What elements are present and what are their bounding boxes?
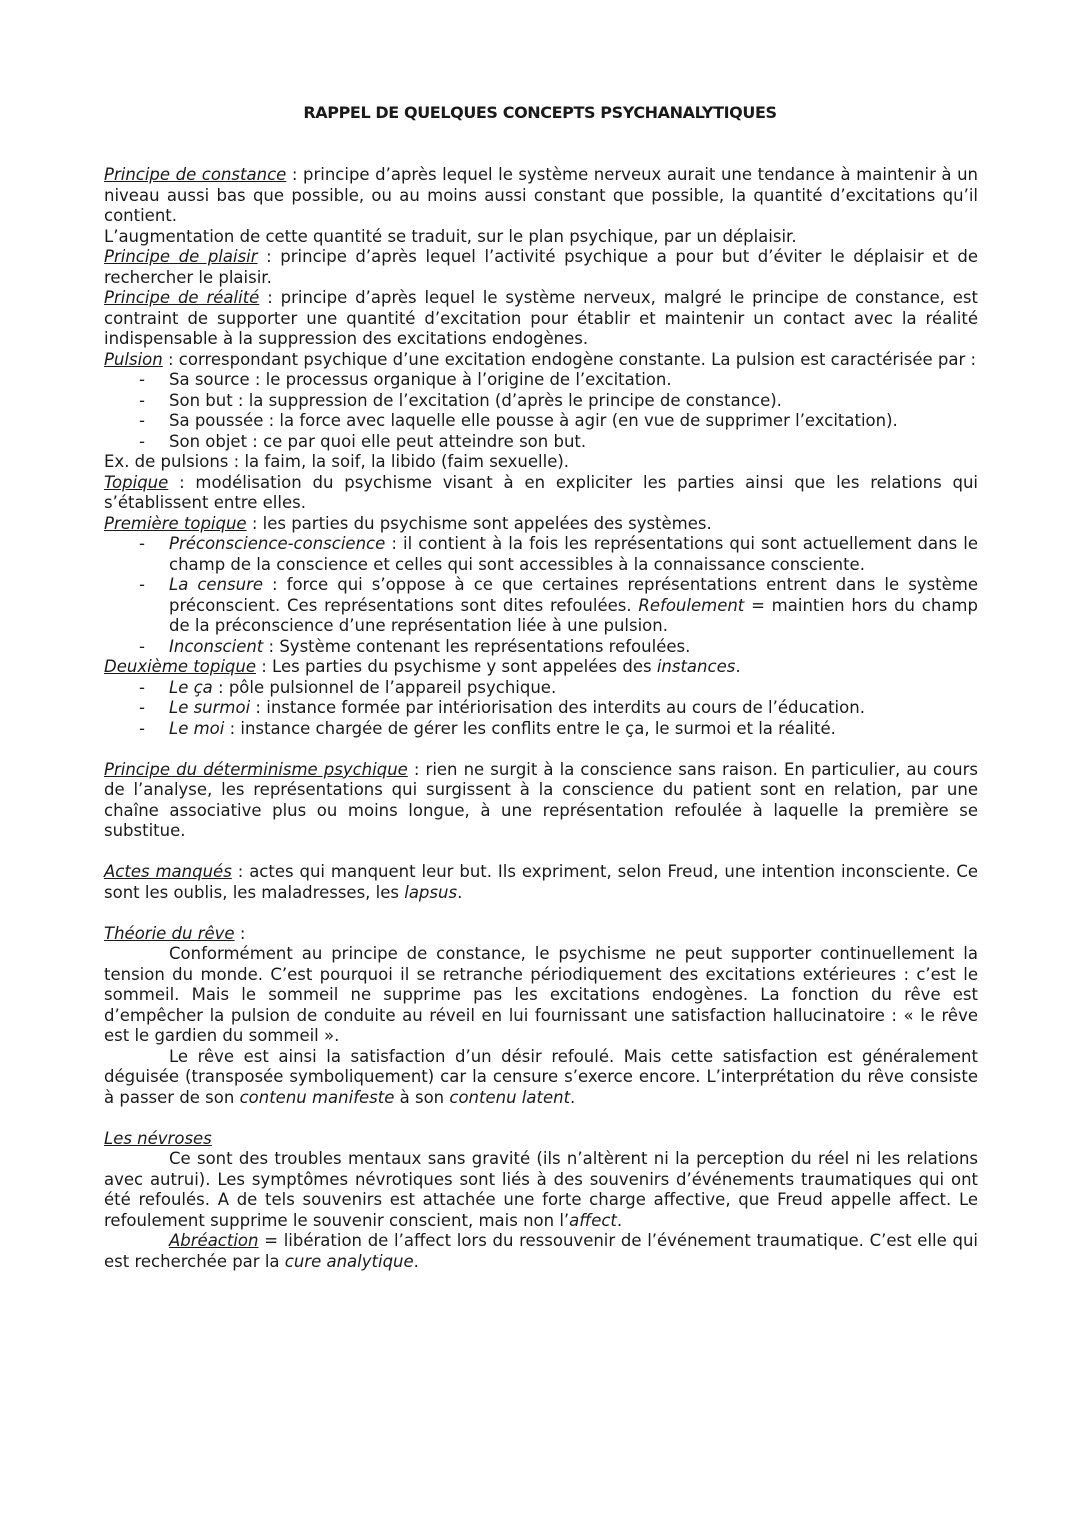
spacer [104, 842, 978, 863]
document-body [104, 165, 978, 1272]
list-item [104, 698, 978, 719]
text-contenu-latent: contenu latent [449, 1087, 571, 1107]
text-end: . [413, 1251, 419, 1271]
text-end: . [735, 657, 741, 676]
term-realite: Principe de réalité [104, 288, 260, 307]
text-affect: affect [569, 1210, 617, 1230]
list-item: - Son but : la suppression de l’excitation (d’après le principe de constance). [104, 391, 978, 412]
premiere-topique-list [104, 534, 978, 657]
heading-nevroses [104, 1129, 978, 1150]
text-plaisir: : principe d’après lequel l’activité psychique a pour but d’éviter le déplaisir et de rechercher le plaisir. [104, 247, 979, 287]
text-pulsion: : correspondant psychique d’une excitation endogène constante. La pulsion est caractérisée par : [162, 349, 977, 369]
list-item: - Son objet : ce par quoi elle peut atteindre son but. [104, 432, 978, 453]
text-cure-analytique: cure analytique [284, 1251, 414, 1271]
deuxieme-topique-list [104, 678, 978, 740]
page-title: RAPPEL DE QUELQUES CONCEPTS PSYCHANALYTIQUES [303, 103, 777, 122]
item-term: Inconscient [169, 636, 264, 656]
item-text: : Système contenant les représentations refoulées. [263, 636, 691, 656]
list-item [104, 637, 978, 658]
text-span: Le rêve est ainsi la satisfaction d’un désir refoulé. Mais cette satisfaction est généralement déguisée (transposée symboliquement) car la censure s’exerce encore. L’interprétation du rêve consiste à passer de son [104, 1046, 978, 1107]
text-actes-manques: : actes qui manquent leur but. Ils expriment, selon Freud, une intention inconsciente. Ce sont les oublis, les maladresses, les [104, 862, 978, 902]
paragraph-topique [104, 473, 978, 514]
item-term: Le surmoi [169, 698, 251, 717]
item-term: Préconscience-conscience [169, 534, 386, 553]
text-premiere-topique: : les parties du psychisme sont appelées des systèmes. [246, 513, 712, 533]
heading-theorie-reve [104, 924, 978, 945]
paragraph-premiere-topique [104, 514, 978, 535]
term-determinisme: Principe du déterminisme psychique [104, 759, 408, 779]
item-text: : il contient à la fois les représentations qui sont actuellement dans le champ de la conscience et celles qui sont accessibles à la connaissance consciente. [169, 534, 978, 574]
term-pulsion: Pulsion [104, 349, 163, 369]
list-item: - Sa source : le processus organique à l’origine de l’excitation. [104, 370, 978, 391]
term-nevroses: Les névroses [104, 1128, 212, 1148]
spacer [104, 739, 978, 760]
text-topique: : modélisation du psychisme visant à en expliciter les parties ainsi que les relations qui s’établissent entre elles. [104, 472, 978, 512]
item-text: = maintien hors du champ de la préconscience d’une représentation liée à une pulsion. [169, 595, 978, 635]
list-item [104, 719, 978, 740]
term-abreaction: Abréaction [169, 1231, 259, 1250]
list-item [104, 678, 978, 699]
text-constance: : principe d’après lequel le système nerveux aurait une tendance à maintenir à un niveau aussi bas que possible, ou au moins aussi constant que possible, la quantité d’excitations qu’il contient. [104, 165, 979, 225]
item-text: : instance formée par intériorisation des interdits au cours de l’éducation. [250, 698, 865, 717]
text-span: Ce sont des troubles mentaux sans gravité (ils n’altèrent ni la perception du réel ni les relations avec autrui). Les symptômes névrotiques sont liés à des souvenirs d’événements traumatiques qui ont été refoulés. A de tels souvenirs est attachée une forte charge affective, que Freud appelle affect. Le refoulement supprime le souvenir conscient, mais non l’ [104, 1149, 978, 1230]
text-deuxieme-topique: : Les parties du psychisme y sont appelées des [256, 657, 657, 676]
item-term: Le ça [169, 677, 213, 697]
paragraph-constance [104, 165, 978, 227]
pulsion-list [104, 370, 978, 452]
list-item [104, 575, 978, 637]
paragraph-abreaction [104, 1231, 978, 1272]
spacer [104, 903, 978, 924]
term-theorie-reve: Théorie du rêve [104, 923, 235, 943]
term-actes-manques: Actes manqués [104, 862, 232, 881]
term-topique: Topique [104, 472, 169, 492]
paragraph-pulsion [104, 350, 978, 371]
paragraph-plaisir [104, 247, 978, 288]
spacer [104, 1108, 978, 1129]
paragraph-nevroses-1 [104, 1149, 978, 1231]
paragraph-reve-2 [104, 1047, 978, 1109]
item-text: : force qui s’oppose à ce que certaines représentations entrent dans le système préconscient. Ces représentations sont dites refoulées. [169, 575, 978, 615]
text-end: . [457, 882, 463, 902]
paragraph-actes-manques [104, 862, 978, 903]
term-plaisir: Principe de plaisir [104, 247, 258, 266]
term-constance: Principe de constance [104, 165, 287, 184]
term-premiere-topique: Première topique [104, 513, 247, 533]
paragraph-examples: Ex. de pulsions : la faim, la soif, la libido (faim sexuelle). [104, 452, 570, 471]
list-item [104, 534, 978, 575]
text-colon: : [234, 923, 246, 943]
text-determinisme: : rien ne surgit à la conscience sans raison. En particulier, au cours de l’analyse, les représentations qui surgissent à la conscience du patient sont en relation, par une chaîne associative plus ou moins longue, à une représentation refoulée à laquelle la première se substitue. [104, 759, 978, 840]
item-text: : pôle pulsionnel de l’appareil psychique. [212, 677, 557, 697]
text-end: . [616, 1210, 623, 1230]
text-end: . [570, 1087, 576, 1107]
paragraph-augmentation: L’augmentation de cette quantité se traduit, sur le plan psychique, par un déplaisir. [104, 226, 797, 246]
paragraph-determinisme [104, 760, 978, 842]
list-item: - Sa poussée : la force avec laquelle elle pousse à agir (en vue de supprimer l’excitation). [104, 411, 978, 432]
text-instances: instances [656, 657, 736, 676]
item-term: La censure [169, 575, 264, 594]
text-realite: : principe d’après lequel le système nerveux, malgré le principe de constance, est contraint de supporter une quantité d’excitation pour établir et maintenir un contact avec la réalité indispensable à la suppression des excitations endogènes. [104, 288, 978, 348]
term-deuxieme-topique: Deuxième topique [104, 657, 256, 676]
paragraph-reve-1: Conformément au principe de constance, le psychisme ne peut supporter continuellement la tension du monde. C’est pourquoi il se retranche périodiquement des excitations extérieures : c’est le sommeil. Mais le sommeil ne supprime pas les excitations endogènes. La fonction du rêve est d’empêcher la pulsion de conduite au réveil en lui fournissant une satisfaction hallucinatoire : « le rêve est le gardien du sommeil ». [104, 944, 978, 1045]
item-term: Le moi [169, 718, 225, 738]
text-span: à son [394, 1087, 450, 1107]
text-lapsus: lapsus [404, 882, 458, 902]
text-span: = libération de l’affect lors du ressouvenir de l’événement traumatique. C’est elle qui est recherchée par la [104, 1231, 978, 1271]
item-term-refoulement: Refoulement [638, 595, 745, 615]
paragraph-realite [104, 288, 978, 350]
paragraph-deuxieme-topique [104, 657, 978, 678]
text-contenu-manifeste: contenu manifeste [239, 1087, 395, 1107]
item-text: : instance chargée de gérer les conflits entre le ça, le surmoi et la réalité. [224, 718, 836, 738]
